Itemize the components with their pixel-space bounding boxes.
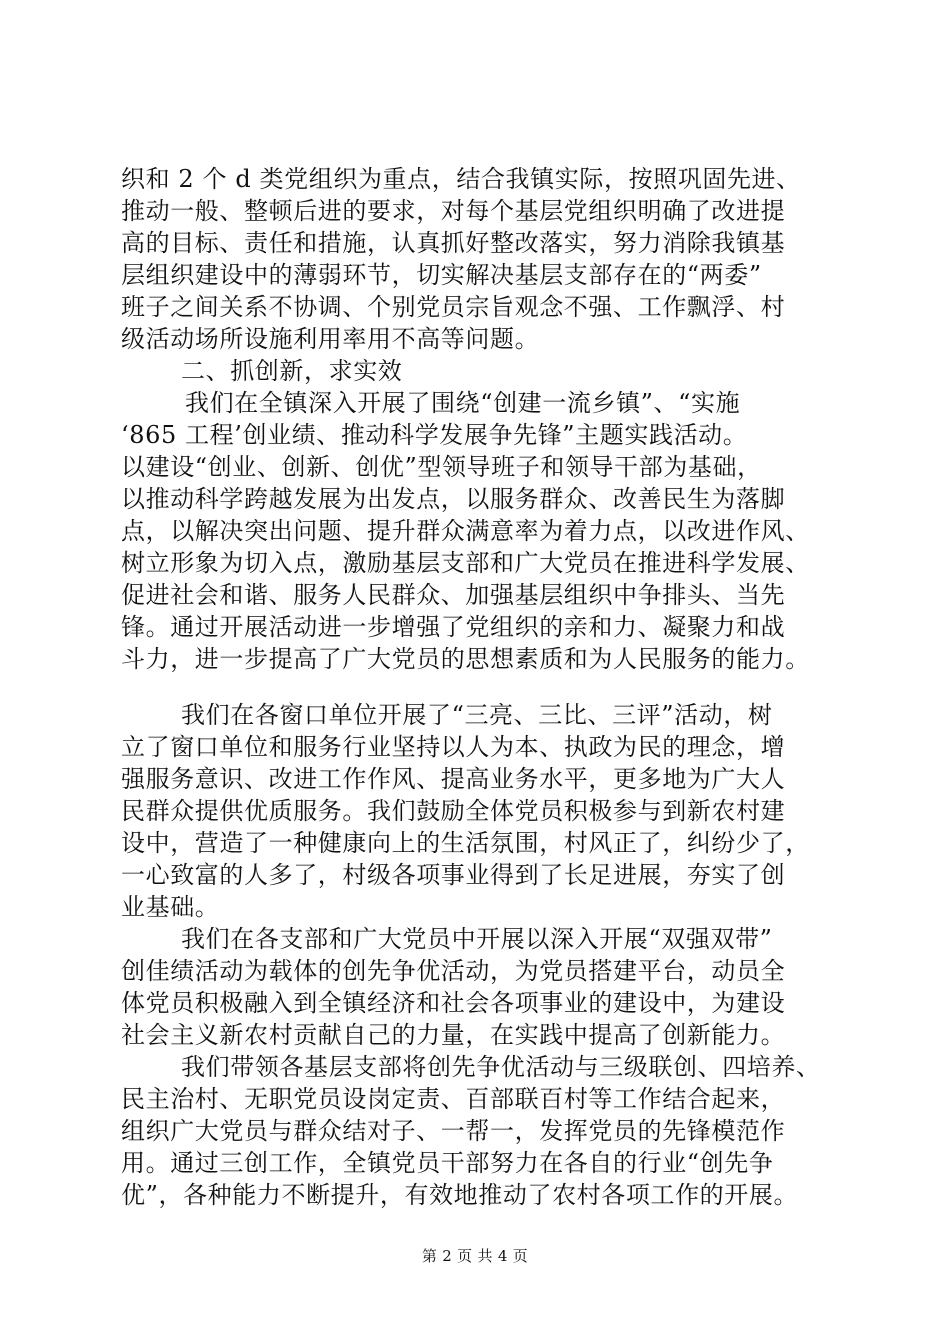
text-line: 设中，营造了一种健康向上的生活氛围，村风正了，纠纷少了，: [121, 829, 810, 857]
text-line: 创佳绩活动为载体的创先争优活动，为党员搭建平台，动员全: [121, 957, 786, 985]
text-line: 我们带领各基层支部将创先争优活动与三级联创、四培养、: [181, 1053, 821, 1081]
text-line: 用。通过三创工作，全镇党员干部努力在各自的行业“创先争: [121, 1149, 774, 1177]
text-line: ‘865 工程’创业绩、推动科学发展争先锋”主题实践活动。: [121, 421, 748, 449]
page-number-footer: 第 2 页 共 4 页: [421, 1247, 529, 1265]
text-line: 一心致富的人多了，村级各项事业得到了长足进展，夯实了创: [121, 861, 786, 889]
text-line: 级活动场所设施利用率用不高等问题。: [121, 325, 540, 353]
text-line: 优”，各种能力不断提升，有效地推动了农村各项工作的开展。: [121, 1181, 799, 1209]
text-line: 高的目标、责任和措施，认真抓好整改落实，努力消除我镇基: [121, 229, 786, 257]
text-line: 点，以解决突出问题、提升群众满意率为着力点，以改进作风、: [121, 517, 810, 545]
text-line: 体党员积极融入到全镇经济和社会各项事业的建设中，为建设: [121, 989, 786, 1017]
document-body: [121, 163, 861, 1211]
text-line: 班子之间关系不协调、个别党员宗旨观念不强、工作飘浮、村: [121, 293, 786, 321]
text-line: 层组织建设中的薄弱环节，切实解决基层支部存在的“两委”: [121, 261, 762, 289]
text-line: 我们在全镇深入开展了围绕“创建一流乡镇”、“实施: [185, 389, 741, 417]
text-line: 斗力，进一步提高了广大党员的思想素质和为人民服务的能力。: [121, 645, 810, 673]
text-line: 民群众提供优质服务。我们鼓励全体党员积极参与到新农村建: [121, 797, 786, 825]
text-line: 以建设“创业、创新、创优”型领导班子和领导干部为基础，: [121, 453, 762, 481]
text-line: 织和 2 个 d 类党组织为重点，结合我镇实际，按照巩固先进、: [121, 165, 801, 193]
text-line: 社会主义新农村贡献自己的力量，在实践中提高了创新能力。: [121, 1021, 786, 1049]
paragraph-gap: [121, 675, 861, 699]
text-line: 树立形象为切入点，激励基层支部和广大党员在推进科学发展、: [121, 549, 810, 577]
text-line: 以推动科学跨越发展为出发点，以服务群众、改善民生为落脚: [121, 485, 786, 513]
text-line: 锋。通过开展活动进一步增强了党组织的亲和力、凝聚力和战: [121, 613, 786, 641]
text-line: 强服务意识、改进工作作风、提高业务水平，更多地为广大人: [121, 765, 786, 793]
text-line: 组织广大党员与群众结对子、一帮一，发挥党员的先锋模范作: [121, 1117, 786, 1145]
text-line: 民主治村、无职党员设岗定责、百部联百村等工作结合起来，: [121, 1085, 786, 1113]
text-line: 推动一般、整顿后进的要求，对每个基层党组织明确了改进提: [121, 197, 786, 225]
text-line: 立了窗口单位和服务行业坚持以人为本、执政为民的理念，增: [121, 733, 786, 761]
text-line: 我们在各支部和广大党员中开展以深入开展“双强双带”: [181, 925, 773, 953]
text-line: 业基础。: [121, 893, 220, 921]
text-line: 促进社会和谐、服务人民群众、加强基层组织中争排头、当先: [121, 581, 786, 609]
text-line: 我们在各窗口单位开展了“三亮、三比、三评”活动，树: [181, 701, 773, 729]
section-heading: 二、抓创新，求实效: [181, 357, 403, 385]
